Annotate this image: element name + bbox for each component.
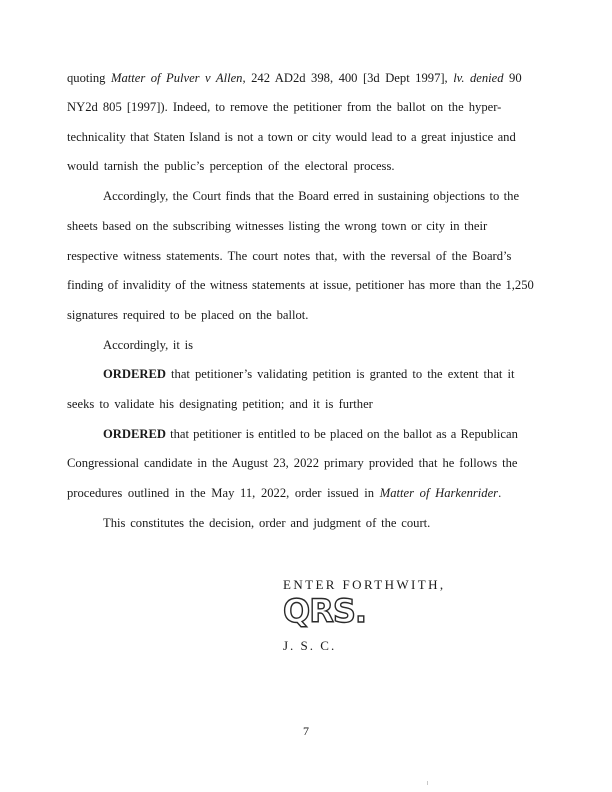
- text-line: [67, 70, 522, 86]
- text-run: respective witness statements. The court notes that, with the reversal of the Board’s: [67, 249, 512, 263]
- text-run: seeks to validate his designating petition; and it is further: [67, 397, 373, 411]
- text-run: procedures outlined in the May 11, 2022, order issued in: [67, 486, 380, 500]
- text-line: [67, 277, 534, 293]
- text-line: [103, 366, 514, 382]
- text-run: Accordingly, it is: [103, 338, 193, 352]
- text-line: [103, 426, 518, 442]
- text-line: [67, 455, 517, 471]
- text-line: [103, 337, 193, 353]
- text-run: NY2d 805 [1997]). Indeed, to remove the petitioner from the ballot on the hyper-: [67, 100, 502, 114]
- text-run: would tarnish the public’s perception of the electoral process.: [67, 159, 395, 173]
- enter-forthwith: ENTER FORTHWITH,: [283, 577, 446, 592]
- judge-title: J. S. C.: [283, 638, 337, 653]
- text-line: [67, 307, 308, 323]
- text-run: Matter of Harkenrider: [379, 486, 499, 500]
- text-run: Congressional candidate in the August 23, 2022 primary provided that he follows the: [67, 456, 518, 470]
- text-line: [67, 248, 511, 264]
- text-line: [67, 99, 501, 115]
- text-run: quoting: [67, 71, 111, 85]
- text-run: 90: [503, 71, 522, 85]
- text-line: [103, 515, 430, 531]
- text-run: Matter of Pulver v Allen,: [110, 71, 246, 85]
- text-line: [67, 396, 373, 412]
- text-line: [67, 158, 395, 174]
- text-run: that petitioner is entitled to be placed on the ballot as a Republican: [165, 427, 518, 441]
- scan-mark: [427, 781, 428, 785]
- text-line: [67, 218, 487, 234]
- judge-signature: [282, 590, 372, 630]
- text-run: ORDERED: [103, 427, 166, 441]
- text-run: ORDERED: [103, 367, 166, 381]
- text-line: [103, 188, 519, 204]
- text-run: technicality that Staten Island is not a town or city would lead to a great injustice and: [67, 130, 516, 144]
- text-line: [67, 485, 501, 501]
- text-line: [67, 129, 516, 145]
- text-run: Accordingly, the Court finds that the Board erred in sustaining objections to the: [103, 189, 520, 203]
- text-run: lv. denied: [453, 71, 504, 85]
- text-run: This constitutes the decision, order and judgment of the court.: [103, 516, 431, 530]
- page-number: 7: [303, 724, 309, 738]
- text-run: .: [498, 486, 502, 500]
- text-run: 242 AD2d 398, 400 [3d Dept 1997],: [245, 71, 454, 85]
- text-run: that petitioner’s validating petition is granted to the extent that it: [165, 367, 515, 381]
- text-run: sheets based on the subscribing witnesses listing the wrong town or city in their: [67, 219, 488, 233]
- text-run: signatures required to be placed on the ballot.: [67, 308, 309, 322]
- text-run: finding of invalidity of the witness statements at issue, petitioner has more than the 1,250: [67, 278, 534, 292]
- signature-mark: QRS.: [283, 592, 367, 630]
